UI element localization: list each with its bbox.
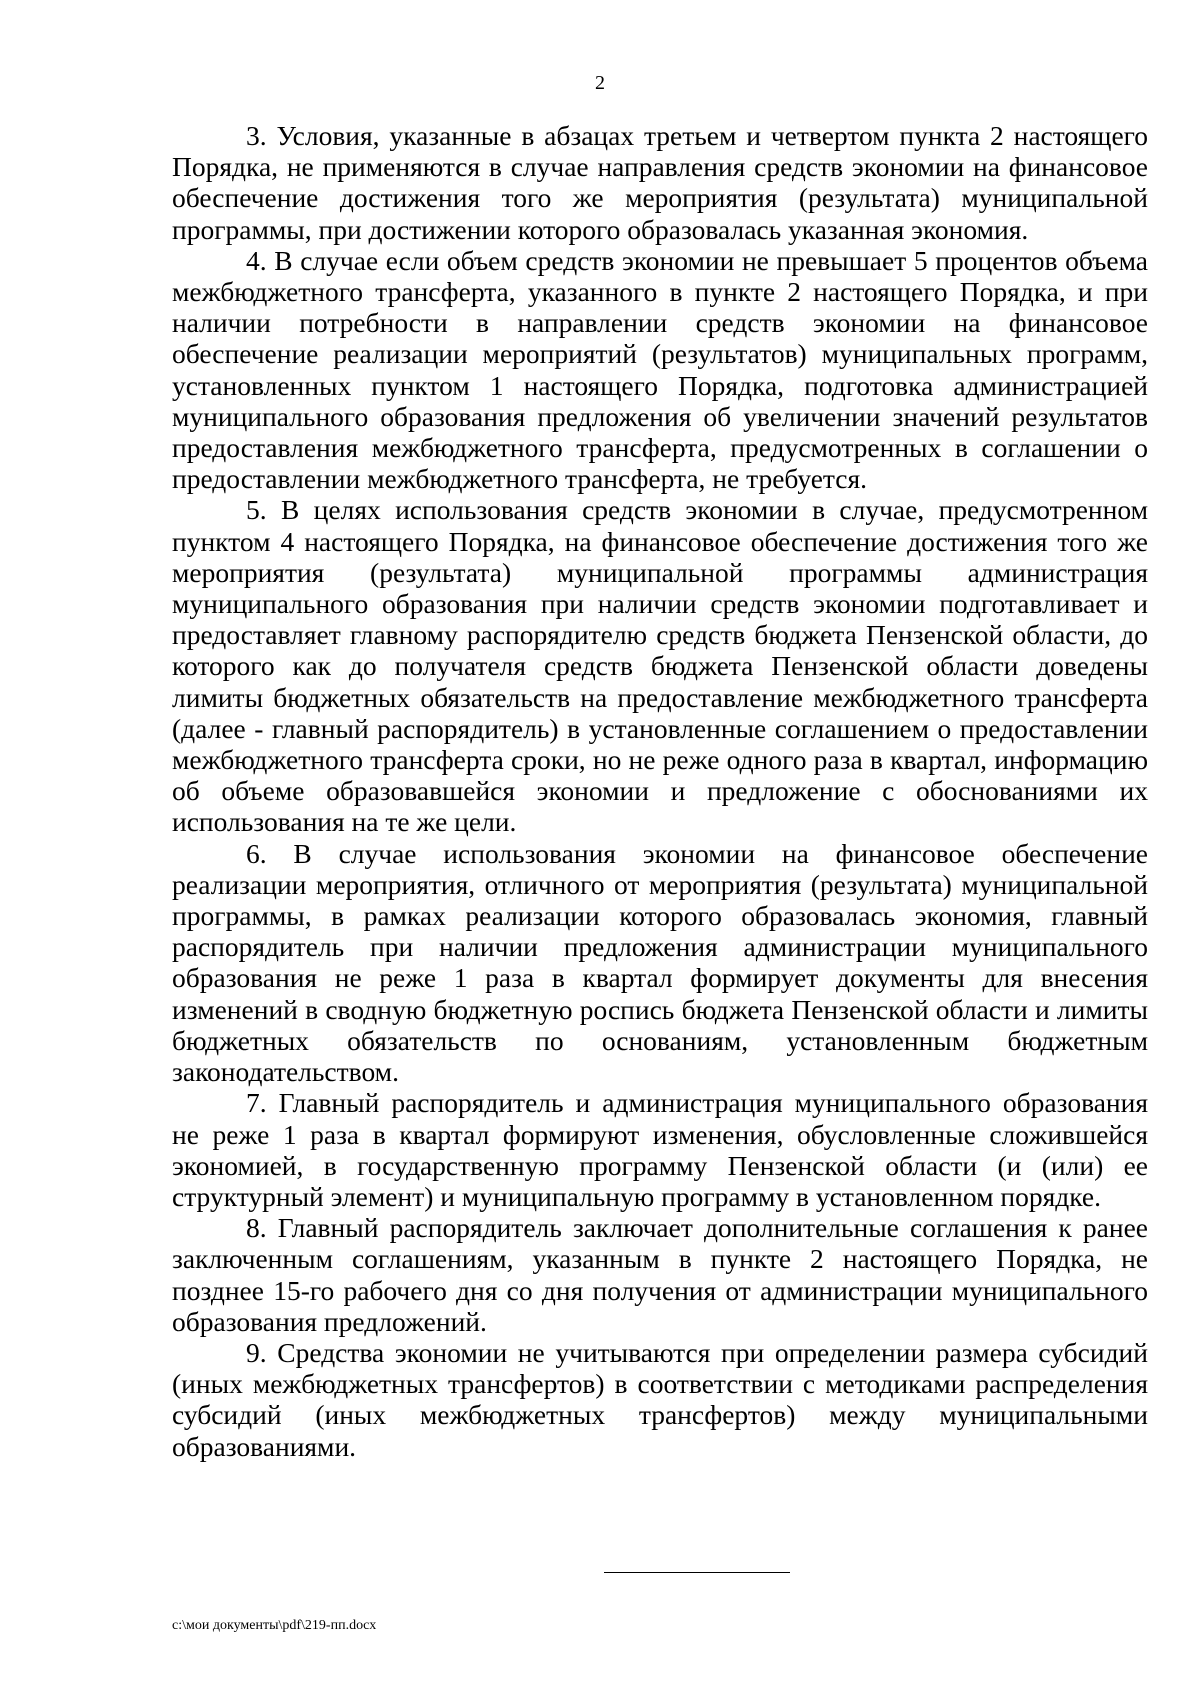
paragraph-3: 3. Условия, указанные в абзацах третьем и четвертом пункта 2 настоящего Порядка, не применяются в случае направления средств экономии на финансовое обеспечение достижения того же мероприятия (результата) муниципальной программы, при достижении которого образовалась указанная экономия. [172, 120, 1148, 245]
paragraph-7: 7. Главный распорядитель и администрация муниципального образования не реже 1 раза в квартал формируют изменения, обусловленные сложившейся экономией, в государственную программу Пензенской области (и (или) ее структурный элемент) и муниципальную программу в установленном порядке. [172, 1087, 1148, 1212]
paragraph-9: 9. Средства экономии не учитываются при определении размера субсидий (иных межбюджетных трансфертов) в соответствии с методиками распределения субсидий (иных межбюджетных трансфертов) между муниципальными образованиями. [172, 1336, 1148, 1462]
paragraph-8: 8. Главный распорядитель заключает дополнительные соглашения к ранее заключенным соглашениям, указанным в пункте 2 настоящего Порядка, не позднее 15-го рабочего дня со дня получения от администрации муниципального образования предложений. [172, 1212, 1148, 1337]
page-number: 2 [595, 72, 605, 94]
footer-file-path: c:\мои документы\pdf\219-пп.docx [172, 1618, 377, 1633]
document-body [172, 120, 1148, 1462]
end-separator-line [604, 1572, 790, 1573]
paragraph-4: 4. В случае если объем средств экономии не превышает 5 процентов объема межбюджетного трансферта, указанного в пункте 2 настоящего Порядка, и при наличии потребности в направлении средств экономии на финансовое обеспечение реализации мероприятий (результатов) муниципальных программ, установленных пунктом 1 настоящего Порядка, подготовка администрацией муниципального образования предложения об увеличении значений результатов предоставления межбюджетного трансферта, предусмотренных в соглашении о предоставлении межбюджетного трансферта, не требуется. [172, 244, 1148, 495]
paragraph-6: 6. В случае использования экономии на финансовое обеспечение реализации мероприятия, отличного от мероприятия (результата) муниципальной программы, в рамках реализации которого образовалась экономия, главный распорядитель при наличии предложения администрации муниципального образования не реже 1 раза в квартал формирует документы для внесения изменений в сводную бюджетную роспись бюджета Пензенской области и лимиты бюджетных обязательств по основаниям, установленным бюджетным законодательством. [172, 837, 1148, 1088]
paragraph-5: 5. В целях использования средств экономии в случае, предусмотренном пунктом 4 настоящего Порядка, на финансовое обеспечение достижения того же мероприятия (результата) муниципальной программы администрация муниципального образования при наличии средств экономии подготавливает и предоставляет главному распорядителю средств бюджета Пензенской области, до которого как до получателя средств бюджета Пензенской области доведены лимиты бюджетных обязательств на предоставление межбюджетного трансферта (далее - главный распорядитель) в установленные соглашением о предоставлении межбюджетного трансферта сроки, но не реже одного раза в квартал, информацию об объеме образовавшейся экономии и предложение с обоснованиями их использования на те же цели. [172, 494, 1148, 838]
